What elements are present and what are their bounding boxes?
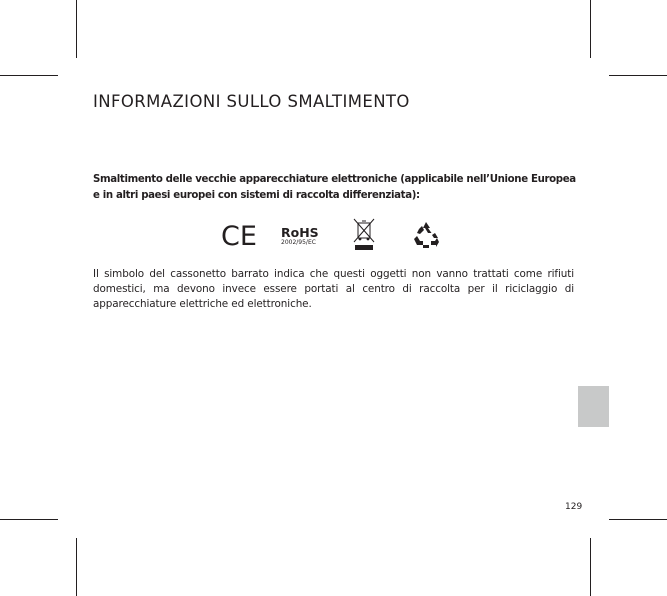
crop-mark-bottom-right-horizontal xyxy=(609,519,667,520)
crossed-bin-icon xyxy=(350,217,378,253)
crop-mark-bottom-right-vertical xyxy=(590,538,591,596)
rohs-label: RoHS xyxy=(281,225,319,240)
crop-mark-top-left-horizontal xyxy=(0,75,58,76)
rohs-icon xyxy=(279,217,325,253)
ce-mark-icon xyxy=(219,217,259,253)
section-subtitle: Smaltimento delle vecchie apparecchiature elettroniche (applicabile nell’Unione Europea e in altri paesi europei con sistemi di raccolta differenziata): xyxy=(93,174,576,201)
crop-mark-top-right-horizontal xyxy=(609,75,667,76)
disposal-description: Il simbolo del cassonetto barrato indica che questi oggetti non vanno trattati come rifiuti domestici, ma devono invece essere portati al centro di raccolta per il riciclaggio di apparecchiature elettriche ed elettroniche. xyxy=(93,268,574,310)
page-number: 129 xyxy=(565,502,583,512)
crop-mark-top-right-vertical xyxy=(590,0,591,58)
recycle-icon xyxy=(411,217,441,253)
page-title: INFORMAZIONI SULLO SMALTIMENTO xyxy=(93,92,410,111)
crop-mark-bottom-left-horizontal xyxy=(0,519,58,520)
rohs-code: 2002/95/EC xyxy=(281,239,316,246)
certification-icons xyxy=(219,217,449,253)
ce-mark-text: CE xyxy=(221,221,257,252)
crop-mark-top-left-vertical xyxy=(76,0,77,58)
section-tab-marker xyxy=(578,386,609,427)
crop-mark-bottom-left-vertical xyxy=(76,538,77,596)
